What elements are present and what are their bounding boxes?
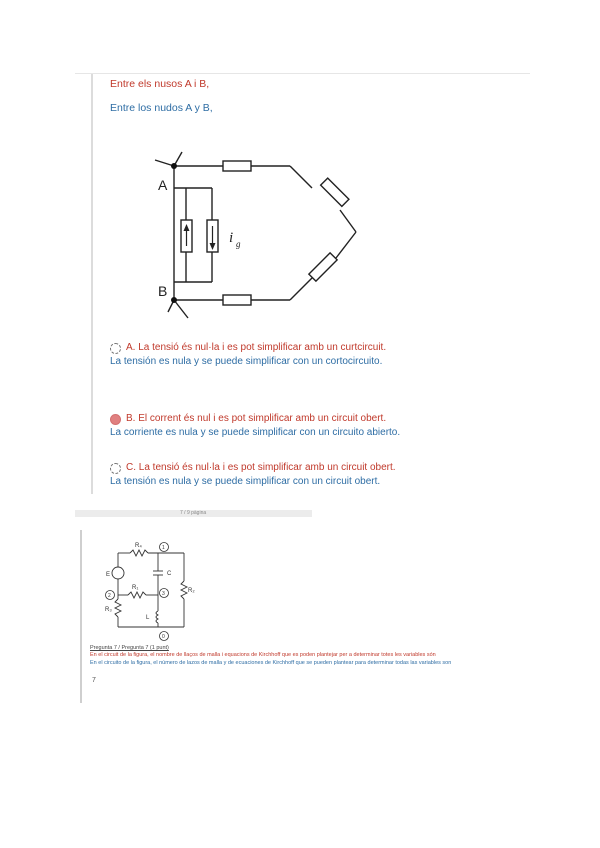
option-b-text-ca: El corrent és nul i es pot simplificar amb un circuit obert.: [138, 413, 387, 424]
r2-label: R₂: [188, 588, 195, 594]
ig-subscript: g: [236, 239, 241, 249]
question-number: 7: [92, 677, 96, 684]
r4-label: R₄: [135, 543, 142, 549]
r1-label: R₁: [132, 585, 139, 591]
node-3-label: 3: [162, 591, 165, 597]
option-a-letter: A.: [126, 342, 136, 353]
circuit-figure-ab: [150, 150, 365, 320]
option-c-text-ca: La tensió és nul·la i es pot simplificar amb un circuit obert.: [138, 462, 396, 473]
option-a[interactable]: [110, 341, 386, 369]
option-a-text-es: La tensión es nula y se puede simplificar con un cortocircuito.: [110, 356, 383, 367]
question2-text-es: En el circuito de la figura, el número de lazos de malla y de ecuaciones de Kirchhoff que se pueden plantear para determinar todas las variables son: [90, 660, 452, 666]
top-divider: [75, 73, 530, 74]
node-2-label: 2: [108, 593, 111, 599]
option-c[interactable]: [110, 461, 396, 489]
option-b-letter: B.: [126, 413, 136, 424]
strip-label: 7 / 9 pàgina: [180, 510, 207, 516]
c-label: C: [167, 571, 172, 577]
node-0-label: 0: [162, 634, 165, 640]
radio-option-c[interactable]: [110, 463, 121, 474]
node-a-label: A: [158, 177, 168, 193]
r3-label: R₃: [105, 607, 112, 613]
option-c-text-es: La tensión es nula y se puede simplificar con un circuit obert.: [110, 476, 381, 487]
e-label: E: [106, 572, 111, 578]
ig-label: i: [229, 230, 234, 246]
question-text-es: Entre los nudos A y B,: [110, 102, 213, 114]
circuit-figure-2: [100, 535, 210, 645]
node-1-label: 1: [162, 545, 165, 551]
option-c-letter: C.: [126, 462, 136, 473]
node-b-label: B: [158, 283, 168, 299]
radio-option-b-selected[interactable]: [110, 414, 121, 425]
question-left-border: [91, 74, 93, 494]
page-break-strip: [75, 510, 312, 517]
question2-left-border: [80, 530, 82, 703]
l-label: L: [146, 615, 150, 621]
question2-text-ca: En el circuit de la figura, el nombre de llaços de malla i equacions de Kirchhoff que es poden plantejar per a determinar totes les variables són: [90, 652, 436, 658]
option-b-text-es: La corriente es nula y se puede simplificar con un circuito abierto.: [110, 427, 401, 438]
option-a-text-ca: La tensió és nul·la i es pot simplificar amb un curtcircuit.: [138, 342, 387, 353]
question-text-ca: Entre els nusos A i B,: [110, 78, 210, 90]
question2-heading: Pregunta 7 / Pregunta 7 (1 punt): [90, 645, 169, 651]
radio-option-a[interactable]: [110, 343, 121, 354]
option-b[interactable]: [110, 412, 400, 440]
